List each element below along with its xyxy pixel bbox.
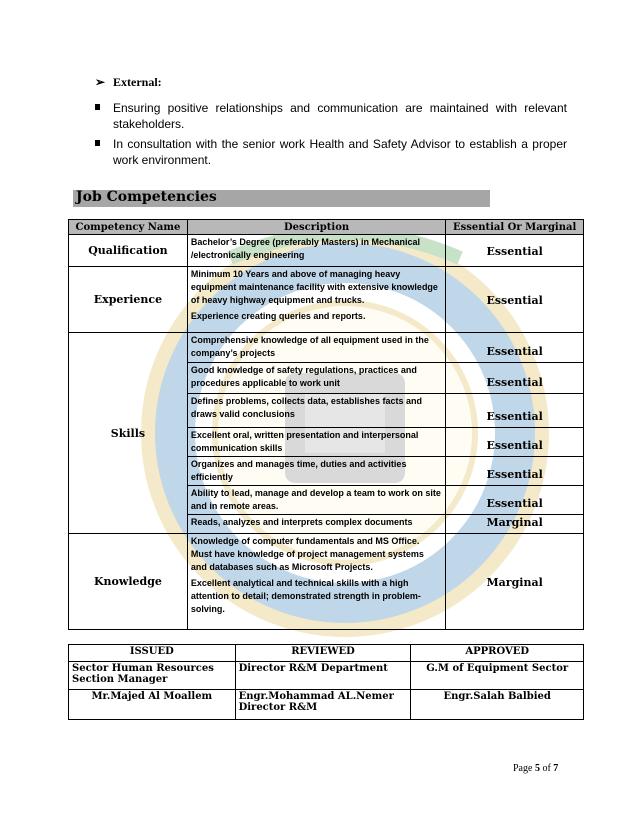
- competency-description: Reads, analyzes and interprets complex documents: [187, 515, 445, 534]
- table-header-row: [69, 220, 584, 235]
- competency-level: Essential: [446, 333, 584, 363]
- bullet-list: [95, 100, 567, 172]
- competency-description: Defines problems, collects data, establishes facts and draws valid conclusions: [187, 394, 445, 428]
- competency-name: Experience: [69, 267, 188, 333]
- signoff-name: Mr.Majed Al Moallem: [69, 690, 236, 720]
- column-header: ISSUED: [69, 645, 236, 662]
- list-item: Ensuring positive relationships and communication are maintained with relevant stakeholders.: [95, 100, 567, 132]
- competency-level: Essential: [446, 394, 584, 428]
- arrow-bullet-icon: ➢: [95, 75, 106, 89]
- external-heading: ➢ External:: [95, 75, 162, 89]
- competency-description: Bachelor’s Degree (preferably Masters) in Mechanical /electronically engineering: [187, 235, 445, 267]
- competency-description: Ability to lead, manage and develop a team to work on site and in remote areas.: [187, 486, 445, 515]
- competency-level: Essential: [446, 486, 584, 515]
- competency-description: Knowledge of computer fundamentals and MS Office. Must have knowledge of project management systems and databases such as Microsoft Projects. Excellent analytical and technical skills with a high attention to detail; demonstrated strength in problem-solving.: [187, 534, 445, 630]
- competency-description: Comprehensive knowledge of all equipment used in the company’s projects: [187, 333, 445, 363]
- column-header: Essential Or Marginal: [446, 220, 584, 235]
- signoff-title: Sector Human Resources Section Manager: [69, 662, 236, 690]
- signoff-header-row: [69, 645, 584, 662]
- signoff-title-row: [69, 662, 584, 690]
- signoff-title: G.M of Equipment Sector: [411, 662, 584, 690]
- competency-level: Essential: [446, 428, 584, 457]
- competency-description: Excellent oral, written presentation and interpersonal communication skills: [187, 428, 445, 457]
- column-header: APPROVED: [411, 645, 584, 662]
- table-row: [69, 534, 584, 630]
- competency-level: Essential: [446, 363, 584, 394]
- competency-level: Essential: [446, 235, 584, 267]
- signoff-title: Director R&M Department: [235, 662, 411, 690]
- competency-name: Qualification: [69, 235, 188, 267]
- section-title: Job Competencies: [76, 189, 217, 205]
- competency-level: Essential: [446, 267, 584, 333]
- signoff-table: [68, 644, 584, 720]
- table-row: [69, 333, 584, 363]
- competency-description: Organizes and manages time, duties and activities efficiently: [187, 457, 445, 486]
- square-bullet-icon: [95, 104, 100, 110]
- competency-description: Good knowledge of safety regulations, practices and procedures applicable to work unit: [187, 363, 445, 394]
- competency-name: Knowledge: [69, 534, 188, 630]
- competency-level: Essential: [446, 457, 584, 486]
- table-row: [69, 267, 584, 333]
- column-header: REVIEWED: [235, 645, 411, 662]
- competency-name: Skills: [69, 333, 188, 534]
- signoff-name-row: [69, 690, 584, 720]
- signoff-name: Engr.Mohammad AL.Nemer Director R&M: [235, 690, 411, 720]
- square-bullet-icon: [95, 140, 100, 146]
- competency-level: Marginal: [446, 534, 584, 630]
- competency-table: [68, 219, 584, 630]
- competency-description: Minimum 10 Years and above of managing heavy equipment maintenance facility with extensive knowledge of heavy highway equipment and trucks. Experience creating queries and reports.: [187, 267, 445, 333]
- list-item: In consultation with the senior work Health and Safety Advisor to establish a proper work environment.: [95, 136, 567, 168]
- page-number: Page 5 of 7: [513, 763, 559, 774]
- signoff-name: Engr.Salah Balbied: [411, 690, 584, 720]
- column-header: Competency Name: [69, 220, 188, 235]
- table-row: [69, 235, 584, 267]
- column-header: Description: [187, 220, 445, 235]
- competency-level: Marginal: [446, 515, 584, 534]
